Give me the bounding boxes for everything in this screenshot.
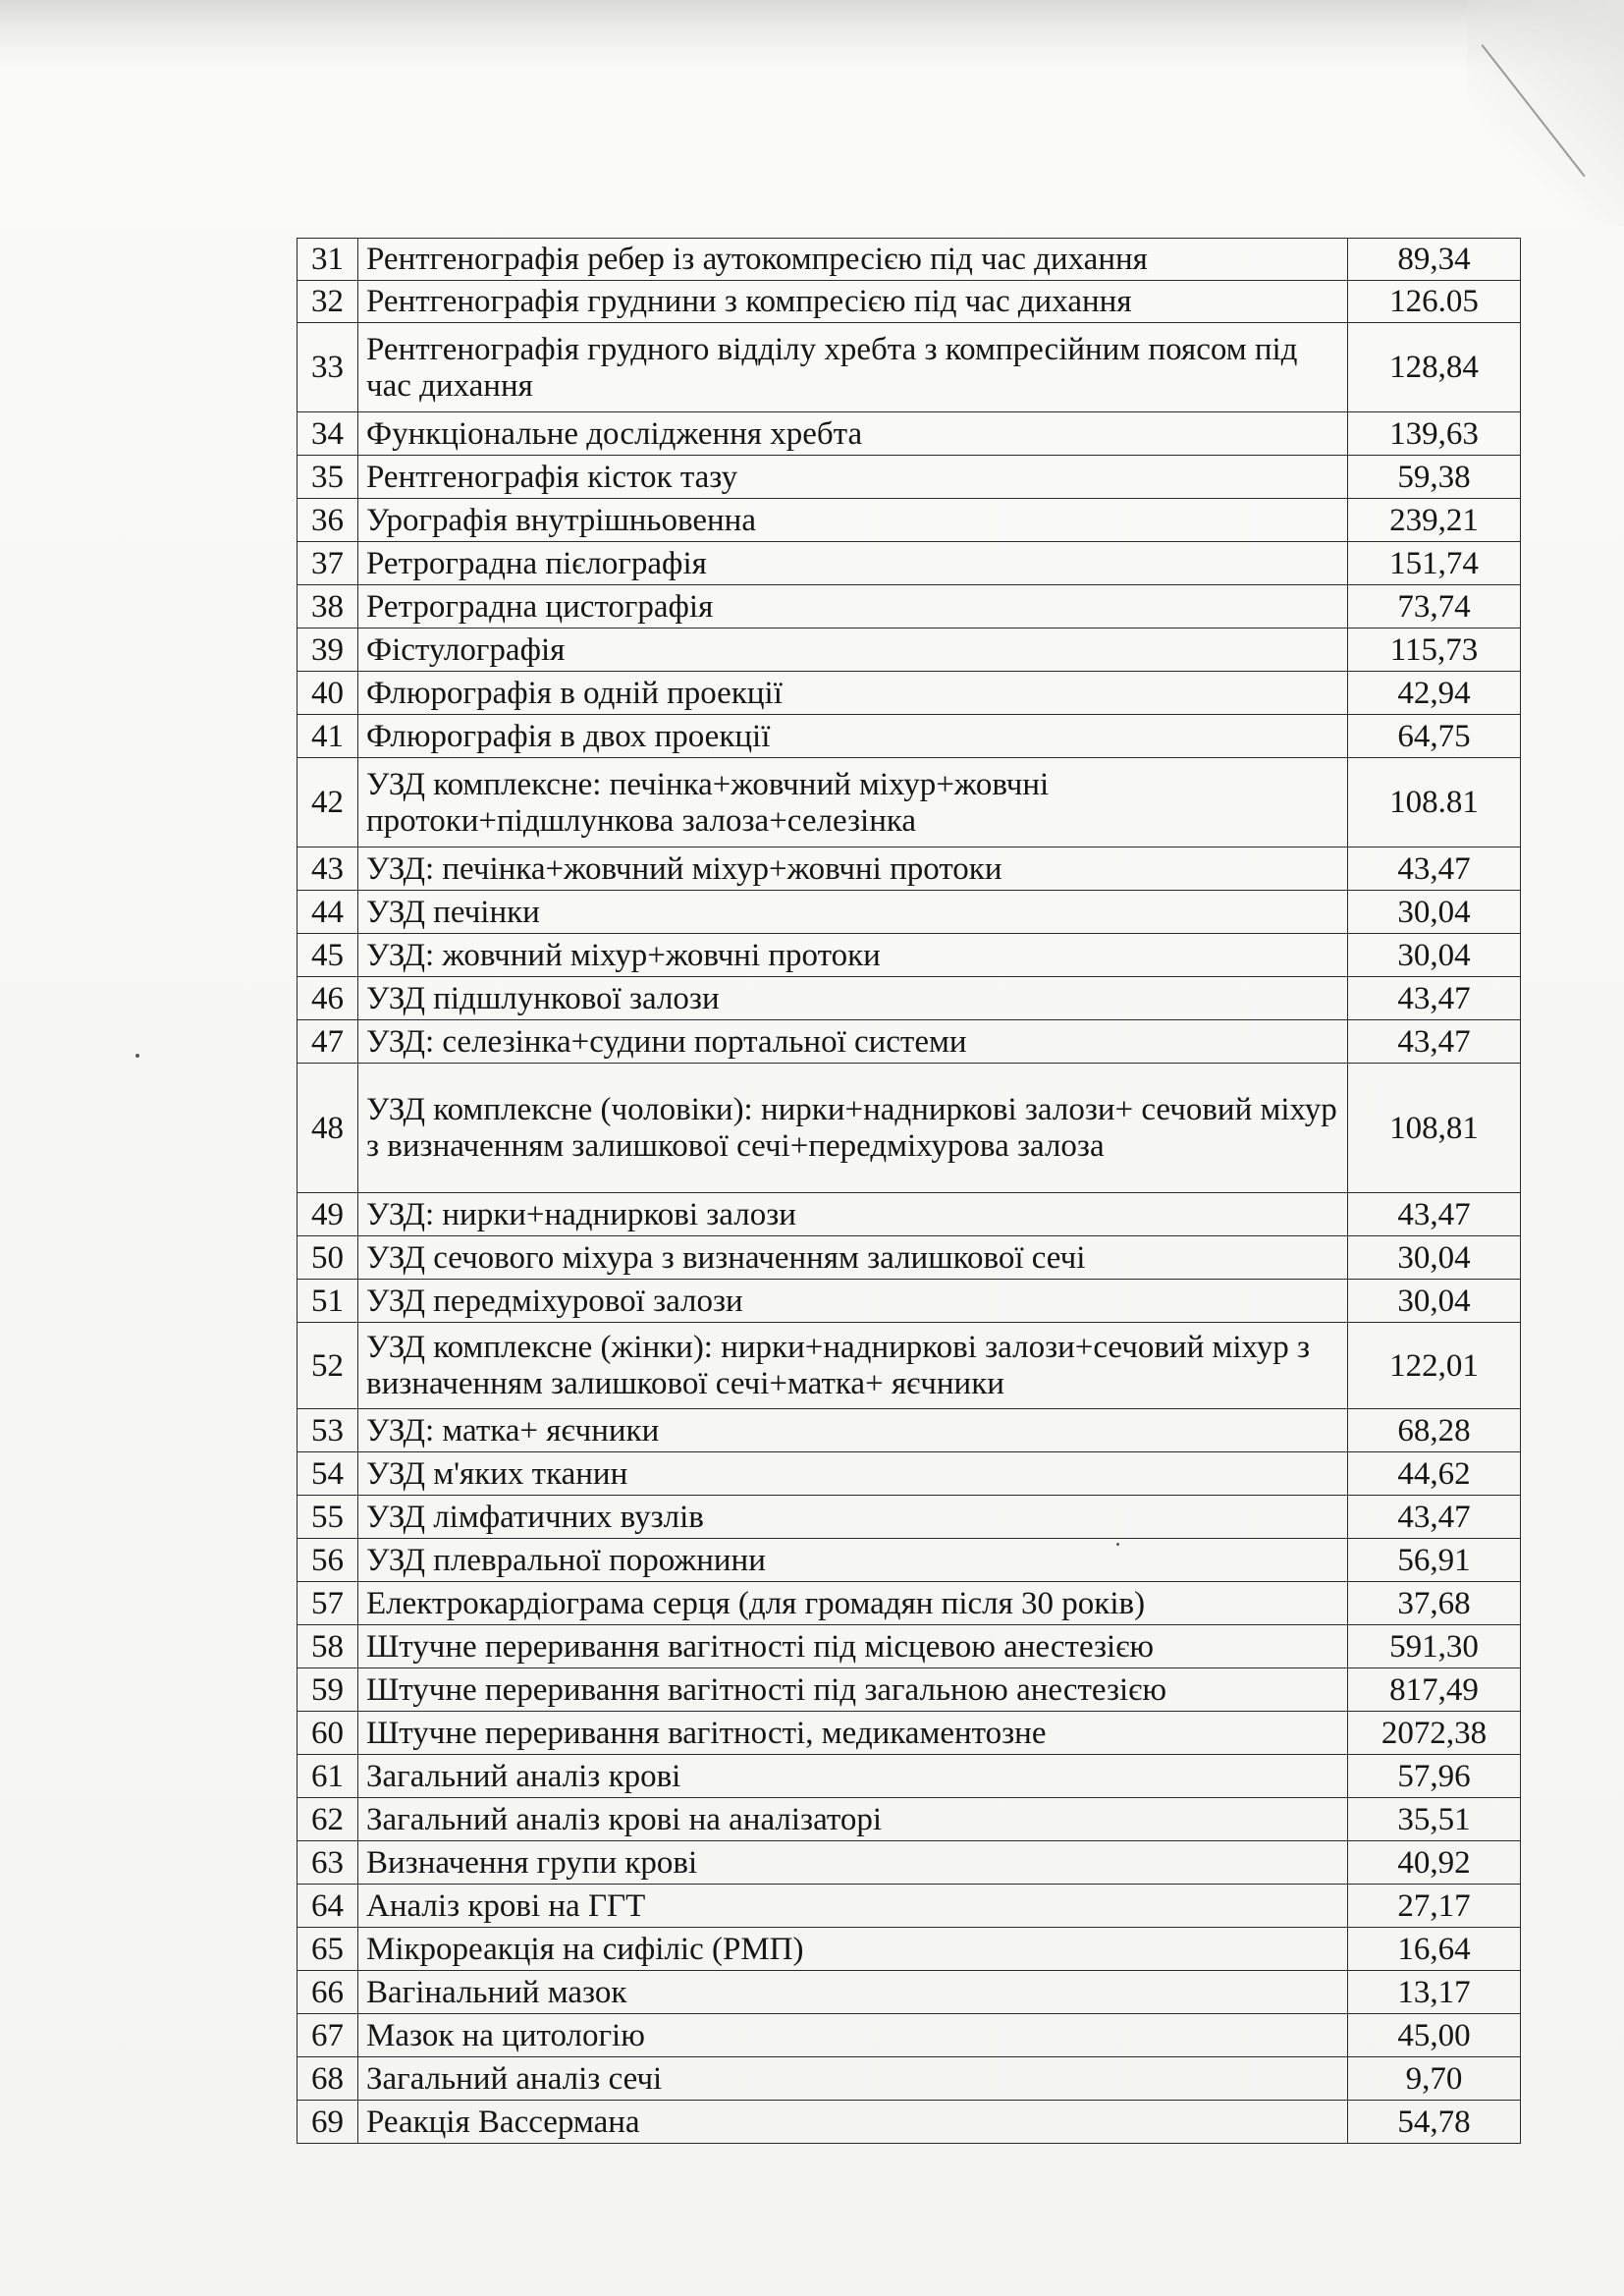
- service-price: 43,47: [1348, 847, 1521, 891]
- table-row: [298, 1971, 1521, 2014]
- row-number: 54: [298, 1452, 358, 1496]
- service-price: 239,21: [1348, 499, 1521, 542]
- service-price: 30,04: [1348, 1280, 1521, 1323]
- table-row: [298, 1236, 1521, 1280]
- service-price: 2072,38: [1348, 1712, 1521, 1755]
- service-name: Урографія внутрішньовенна: [358, 499, 1348, 542]
- table-row: [298, 891, 1521, 934]
- service-price: 57,96: [1348, 1755, 1521, 1798]
- table-row: [298, 585, 1521, 629]
- table-row: [298, 1193, 1521, 1236]
- service-price: 115,73: [1348, 629, 1521, 672]
- service-price: 30,04: [1348, 1236, 1521, 1280]
- service-name: УЗД сечового міхура з визначенням залишкової сечі: [358, 1236, 1348, 1280]
- speck-mark: [135, 1054, 139, 1058]
- row-number: 31: [298, 239, 358, 281]
- table-row: [298, 1280, 1521, 1323]
- table-row: [298, 1798, 1521, 1841]
- service-name: Функціональне дослідження хребта: [358, 412, 1348, 456]
- table-row: [298, 1625, 1521, 1668]
- service-price: 42,94: [1348, 672, 1521, 715]
- row-number: 38: [298, 585, 358, 629]
- service-name: Флюрографія в одній проекції: [358, 672, 1348, 715]
- service-price: 128,84: [1348, 323, 1521, 412]
- service-name: УЗД: матка+ яєчники: [358, 1409, 1348, 1452]
- table-row: [298, 2057, 1521, 2101]
- row-number: 46: [298, 977, 358, 1020]
- service-price: 108,81: [1348, 1064, 1521, 1193]
- service-price: 64,75: [1348, 715, 1521, 758]
- service-price: 13,17: [1348, 1971, 1521, 2014]
- service-name: Загальний аналіз крові: [358, 1755, 1348, 1798]
- service-name: УЗД: печінка+жовчний міхур+жовчні протоки: [358, 847, 1348, 891]
- table-row: [298, 715, 1521, 758]
- service-name: Штучне переривання вагітності, медикаментозне: [358, 1712, 1348, 1755]
- row-number: 55: [298, 1496, 358, 1539]
- service-price: 139,63: [1348, 412, 1521, 456]
- row-number: 40: [298, 672, 358, 715]
- row-number: 53: [298, 1409, 358, 1452]
- service-price: 35,51: [1348, 1798, 1521, 1841]
- table-row: [298, 1928, 1521, 1971]
- service-name: Загальний аналіз сечі: [358, 2057, 1348, 2101]
- service-name: Флюрографія в двох проекції: [358, 715, 1348, 758]
- table-row: [298, 542, 1521, 585]
- row-number: 63: [298, 1841, 358, 1885]
- table-row: [298, 1064, 1521, 1193]
- table-row: [298, 1452, 1521, 1496]
- row-number: 69: [298, 2101, 358, 2144]
- service-price: 30,04: [1348, 891, 1521, 934]
- service-name: Рентгенографія груднини з компресією під час дихання: [358, 281, 1348, 323]
- service-price: 68,28: [1348, 1409, 1521, 1452]
- table-row: [298, 1668, 1521, 1712]
- row-number: 58: [298, 1625, 358, 1668]
- table-row: [298, 1020, 1521, 1064]
- table-row: [298, 281, 1521, 323]
- service-name: УЗД комплексне (жінки): нирки+надниркові залози+сечовий міхур з визначенням залишкової сечі+матка+ яєчники: [358, 1323, 1348, 1409]
- row-number: 37: [298, 542, 358, 585]
- service-name: Мікрореакція на сифіліс (РМП): [358, 1928, 1348, 1971]
- service-name: УЗД плевральної порожнини: [358, 1539, 1348, 1582]
- row-number: 43: [298, 847, 358, 891]
- service-name: Ретроградна пієлографія: [358, 542, 1348, 585]
- service-name: УЗД печінки: [358, 891, 1348, 934]
- table-row: [298, 1323, 1521, 1409]
- table-row: [298, 1755, 1521, 1798]
- service-price: 89,34: [1348, 239, 1521, 281]
- service-price: 122,01: [1348, 1323, 1521, 1409]
- service-name: УЗД комплексне (чоловіки): нирки+надниркові залози+ сечовий міхур з визначенням залишкової сечі+передміхурова залоза: [358, 1064, 1348, 1193]
- service-name: Рентгенографія ребер із аутокомпресією під час дихання: [358, 239, 1348, 281]
- table-row: [298, 499, 1521, 542]
- service-name: Мазок на цитологію: [358, 2014, 1348, 2057]
- row-number: 47: [298, 1020, 358, 1064]
- row-number: 65: [298, 1928, 358, 1971]
- row-number: 64: [298, 1885, 358, 1928]
- row-number: 61: [298, 1755, 358, 1798]
- service-name: Рентгенографія грудного відділу хребта з компресійним поясом під час дихання: [358, 323, 1348, 412]
- table-row: [298, 629, 1521, 672]
- price-list-body: [298, 239, 1521, 2144]
- service-name: Ретроградна цистографія: [358, 585, 1348, 629]
- row-number: 48: [298, 1064, 358, 1193]
- row-number: 33: [298, 323, 358, 412]
- service-name: УЗД: нирки+надниркові залози: [358, 1193, 1348, 1236]
- service-price: 44,62: [1348, 1452, 1521, 1496]
- table-row: [298, 847, 1521, 891]
- service-name: УЗД: жовчний міхур+жовчні протоки: [358, 934, 1348, 977]
- table-row: [298, 1712, 1521, 1755]
- row-number: 49: [298, 1193, 358, 1236]
- service-name: УЗД м'яких тканин: [358, 1452, 1348, 1496]
- service-name: УЗД підшлункової залози: [358, 977, 1348, 1020]
- service-price: 9,70: [1348, 2057, 1521, 2101]
- service-price: 56,91: [1348, 1539, 1521, 1582]
- service-price: 40,92: [1348, 1841, 1521, 1885]
- table-row: [298, 1841, 1521, 1885]
- service-name: Реакція Вассермана: [358, 2101, 1348, 2144]
- row-number: 34: [298, 412, 358, 456]
- row-number: 44: [298, 891, 358, 934]
- service-name: Аналіз крові на ГГТ: [358, 1885, 1348, 1928]
- table-row: [298, 1496, 1521, 1539]
- service-name: Штучне переривання вагітності під загальною анестезією: [358, 1668, 1348, 1712]
- table-row: [298, 2014, 1521, 2057]
- service-name: УЗД: селезінка+судини портальної системи: [358, 1020, 1348, 1064]
- service-price: 817,49: [1348, 1668, 1521, 1712]
- service-price: 16,64: [1348, 1928, 1521, 1971]
- table-row: [298, 672, 1521, 715]
- service-price: 591,30: [1348, 1625, 1521, 1668]
- service-price: 108.81: [1348, 758, 1521, 847]
- table-row: [298, 412, 1521, 456]
- row-number: 36: [298, 499, 358, 542]
- row-number: 67: [298, 2014, 358, 2057]
- service-price: 43,47: [1348, 977, 1521, 1020]
- table-row: [298, 1582, 1521, 1625]
- service-name: Штучне переривання вагітності під місцевою анестезією: [358, 1625, 1348, 1668]
- service-price: 45,00: [1348, 2014, 1521, 2057]
- row-number: 39: [298, 629, 358, 672]
- service-name: Вагінальний мазок: [358, 1971, 1348, 2014]
- row-number: 51: [298, 1280, 358, 1323]
- row-number: 32: [298, 281, 358, 323]
- row-number: 68: [298, 2057, 358, 2101]
- folded-corner: [1467, 0, 1624, 226]
- service-price: 37,68: [1348, 1582, 1521, 1625]
- service-price: 54,78: [1348, 2101, 1521, 2144]
- row-number: 62: [298, 1798, 358, 1841]
- table-row: [298, 1539, 1521, 1582]
- service-name: УЗД комплексне: печінка+жовчний міхур+жовчні протоки+підшлункова залоза+селезінка: [358, 758, 1348, 847]
- price-list-table: [297, 238, 1521, 2144]
- service-name: Визначення групи крові: [358, 1841, 1348, 1885]
- service-price: 30,04: [1348, 934, 1521, 977]
- row-number: 60: [298, 1712, 358, 1755]
- table-row: [298, 456, 1521, 499]
- table-row: [298, 239, 1521, 281]
- service-price: 73,74: [1348, 585, 1521, 629]
- service-name: Рентгенографія кісток тазу: [358, 456, 1348, 499]
- service-price: 27,17: [1348, 1885, 1521, 1928]
- row-number: 59: [298, 1668, 358, 1712]
- row-number: 50: [298, 1236, 358, 1280]
- row-number: 41: [298, 715, 358, 758]
- service-price: 151,74: [1348, 542, 1521, 585]
- service-price: 126.05: [1348, 281, 1521, 323]
- table-row: [298, 1885, 1521, 1928]
- table-row: [298, 977, 1521, 1020]
- row-number: 35: [298, 456, 358, 499]
- table-row: [298, 323, 1521, 412]
- service-name: Фістулографія: [358, 629, 1348, 672]
- service-price: 59,38: [1348, 456, 1521, 499]
- table-row: [298, 1409, 1521, 1452]
- service-name: УЗД передміхурової залози: [358, 1280, 1348, 1323]
- table-row: [298, 2101, 1521, 2144]
- row-number: 57: [298, 1582, 358, 1625]
- table-row: [298, 934, 1521, 977]
- row-number: 56: [298, 1539, 358, 1582]
- scan-top-shadow: [0, 0, 1624, 69]
- table-row: [298, 758, 1521, 847]
- row-number: 45: [298, 934, 358, 977]
- service-name: Загальний аналіз крові на аналізаторі: [358, 1798, 1348, 1841]
- row-number: 52: [298, 1323, 358, 1409]
- service-price: 43,47: [1348, 1020, 1521, 1064]
- service-price: 43,47: [1348, 1193, 1521, 1236]
- row-number: 42: [298, 758, 358, 847]
- row-number: 66: [298, 1971, 358, 2014]
- service-price: 43,47: [1348, 1496, 1521, 1539]
- service-name: УЗД лімфатичних вузлів: [358, 1496, 1348, 1539]
- service-name: Електрокардіограма серця (для громадян після 30 років): [358, 1582, 1348, 1625]
